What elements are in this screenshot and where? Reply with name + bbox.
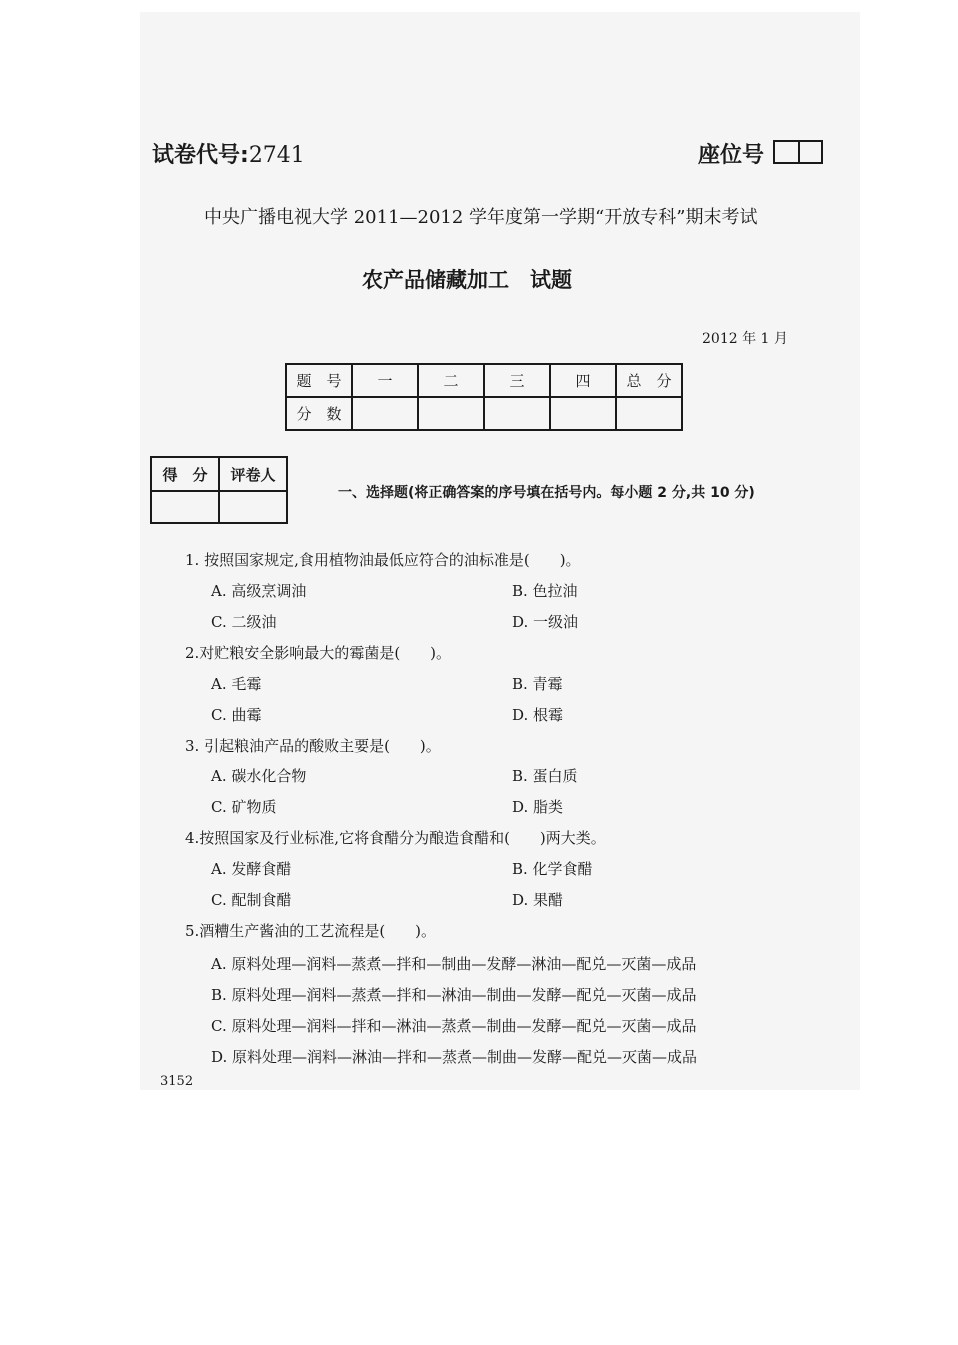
score-table-header: 二 — [418, 364, 484, 397]
question-stem: 1. 按照国家规定,食用植物油最低应符合的油标准是( )。 — [185, 551, 581, 569]
page-number: 3152 — [160, 1074, 194, 1089]
exam-date: 2012 年 1 月 — [702, 331, 788, 347]
score-cell — [550, 397, 616, 430]
score-table-header: 四 — [550, 364, 616, 397]
score-cell — [616, 397, 682, 430]
question-option: B. 蛋白质 — [512, 767, 578, 785]
seat-number-box — [773, 140, 823, 164]
question-option: A. 发酵食醋 — [211, 860, 292, 878]
score-cell — [151, 491, 219, 523]
score-table-header: 一 — [352, 364, 418, 397]
score-table — [285, 363, 683, 431]
question-option: A. 高级烹调油 — [211, 582, 307, 600]
score-row-label: 分 数 — [286, 397, 352, 430]
question-option: D. 根霉 — [512, 706, 564, 724]
question-option: B. 色拉油 — [512, 582, 578, 600]
question-stem: 3. 引起粮油产品的酸败主要是( )。 — [185, 737, 441, 755]
question-option: C. 二级油 — [211, 613, 277, 631]
question-option: A. 碳水化合物 — [211, 767, 307, 785]
grader-cell — [219, 491, 287, 523]
question-option: A. 毛霉 — [211, 675, 262, 693]
question-option: A. 原料处理—润料—蒸煮—拌和—制曲—发酵—淋油—配兑—灭菌—成品 — [211, 955, 697, 973]
university-line: 中央广播电视大学 2011—2012 学年度第一学期“开放专科”期末考试 — [204, 207, 758, 228]
score-table-header: 总 分 — [616, 364, 682, 397]
question-option: C. 配制食醋 — [211, 891, 292, 909]
question-option: B. 原料处理—润料—蒸煮—拌和—淋油—制曲—发酵—配兑—灭菌—成品 — [211, 986, 697, 1004]
question-option: C. 矿物质 — [211, 798, 277, 816]
score-cell — [352, 397, 418, 430]
score-label: 得 分 — [151, 457, 219, 491]
score-table-header: 题 号 — [286, 364, 352, 397]
exam-title: 农产品储藏加工 试题 — [362, 268, 572, 292]
seat-number-label: 座位号 — [698, 143, 765, 168]
question-option: D. 原料处理—润料—淋油—拌和—蒸煮—制曲—发酵—配兑—灭菌—成品 — [211, 1048, 698, 1066]
question-option: B. 青霉 — [512, 675, 563, 693]
question-stem: 5.酒糟生产酱油的工艺流程是( )。 — [185, 922, 437, 940]
grader-label: 评卷人 — [219, 457, 287, 491]
question-option: B. 化学食醋 — [512, 860, 593, 878]
question-option: C. 曲霉 — [211, 706, 262, 724]
exam-code — [152, 138, 305, 169]
score-cell — [484, 397, 550, 430]
question-stem: 4.按照国家及行业标准,它将食醋分为酿造食醋和( )两大类。 — [185, 829, 606, 847]
question-option: D. 脂类 — [512, 798, 564, 816]
question-option: D. 果醋 — [512, 891, 564, 909]
exam-code-label: 试卷代号: — [152, 143, 249, 168]
score-table-header: 三 — [484, 364, 550, 397]
section-title: 一、选择题(将正确答案的序号填在括号内。每小题 2 分,共 10 分) — [338, 485, 755, 501]
score-cell — [418, 397, 484, 430]
question-option: C. 原料处理—润料—拌和—淋油—蒸煮—制曲—发酵—配兑—灭菌—成品 — [211, 1017, 697, 1035]
question-option: D. 一级油 — [512, 613, 579, 631]
grader-table — [150, 456, 288, 524]
question-stem: 2.对贮粮安全影响最大的霉菌是( )。 — [185, 644, 452, 662]
exam-code-number: 2741 — [248, 143, 305, 168]
